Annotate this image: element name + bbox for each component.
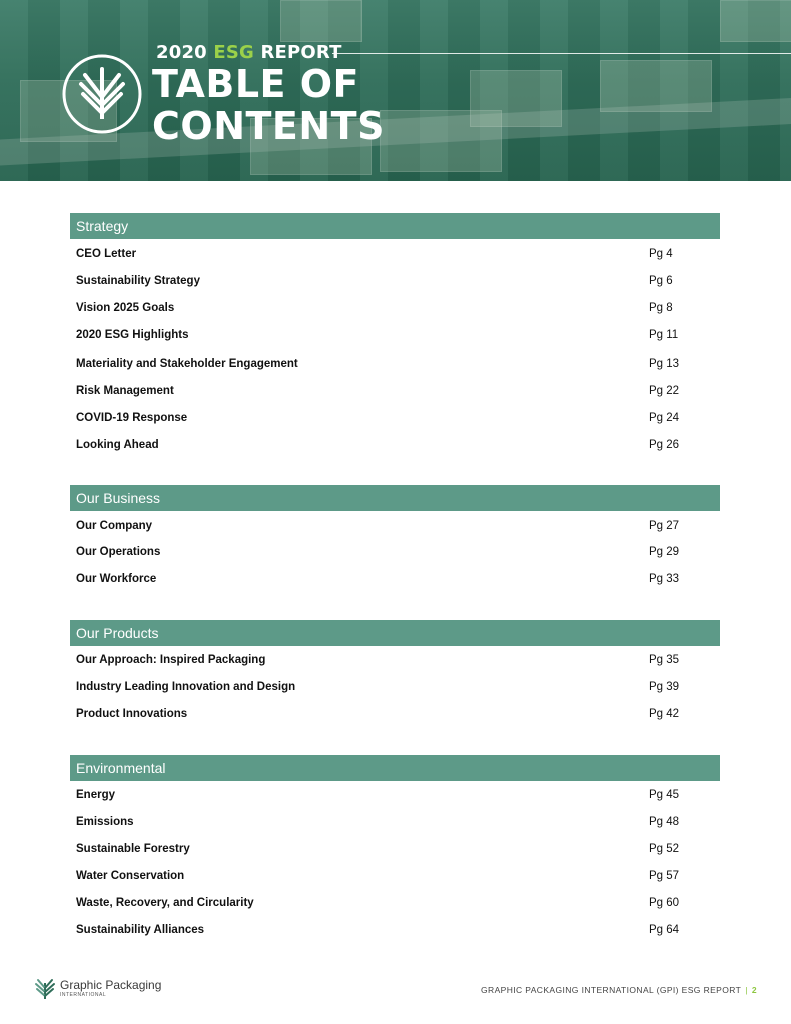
toc-entry-title: Waste, Recovery, and Circularity [76, 897, 254, 909]
toc-entry-page: Pg 6 [649, 275, 673, 287]
toc-entry-page: Pg 24 [649, 412, 680, 424]
page-number: 2 [751, 985, 757, 995]
toc-entry[interactable] [76, 651, 696, 669]
toc-entry[interactable] [76, 543, 696, 561]
footer-separator: | [745, 985, 748, 995]
toc-entry-title: CEO Letter [76, 248, 137, 260]
toc-entry-title: Our Operations [76, 546, 161, 558]
toc-entry-title: Energy [76, 789, 115, 801]
toc-entry-page: Pg 48 [649, 816, 680, 828]
toc-entry-title: Our Workforce [76, 573, 157, 585]
background-box [720, 0, 791, 42]
toc-entry-page: Pg 52 [649, 843, 680, 855]
toc-entry-page: Pg 26 [649, 439, 680, 451]
toc-entry[interactable] [76, 272, 696, 290]
toc-entry-page: Pg 4 [649, 248, 673, 260]
toc-entry[interactable] [76, 813, 696, 831]
report-word: REPORT [260, 42, 342, 63]
toc-entry[interactable] [76, 517, 696, 535]
section-header-strategy: Strategy [70, 213, 720, 239]
footer-brand: Graphic Packaging [60, 978, 162, 992]
header-rule [332, 53, 791, 54]
toc-entry-title: Vision 2025 Goals [76, 302, 175, 314]
toc-entry-title: Sustainable Forestry [76, 843, 190, 855]
toc-entry-title: Our Company [76, 520, 153, 532]
toc-entry-page: Pg 35 [649, 654, 680, 666]
toc-entry[interactable] [76, 867, 696, 885]
section-header-our-business: Our Business [70, 485, 720, 511]
page-title-line-1: TABLE OF [152, 62, 360, 106]
header-banner [0, 0, 791, 181]
background-box [280, 0, 362, 42]
toc-entry-page: Pg 22 [649, 385, 680, 397]
toc-entry[interactable] [76, 355, 696, 373]
toc-entry-page: Pg 39 [649, 681, 680, 693]
toc-entry-title: 2020 ESG Highlights [76, 329, 189, 341]
toc-entry-title: Product Innovations [76, 708, 188, 720]
toc-entry-page: Pg 45 [649, 789, 680, 801]
toc-entry-page: Pg 29 [649, 546, 680, 558]
toc-entry-title: Sustainability Alliances [76, 924, 205, 936]
toc-entry-title: Sustainability Strategy [76, 275, 200, 287]
toc-entry[interactable] [76, 245, 696, 263]
toc-entry[interactable] [76, 409, 696, 427]
toc-entry[interactable] [76, 678, 696, 696]
toc-entry-title: Looking Ahead [76, 439, 159, 451]
toc-entry-page: Pg 33 [649, 573, 680, 585]
toc-entry-title: Water Conservation [76, 870, 185, 882]
footer-title: GRAPHIC PACKAGING INTERNATIONAL (GPI) ESG REPORT [481, 985, 742, 995]
report-label [156, 42, 342, 63]
toc-entry[interactable] [76, 299, 696, 317]
toc-entry-page: Pg 11 [649, 329, 679, 341]
toc-entry[interactable] [76, 840, 696, 858]
section-header-environmental: Environmental [70, 755, 720, 781]
toc-entry[interactable] [76, 786, 696, 804]
toc-entry[interactable] [76, 705, 696, 723]
toc-entry[interactable] [76, 921, 696, 939]
toc-entry[interactable] [76, 570, 696, 588]
toc-entry[interactable] [76, 894, 696, 912]
section-header-our-products: Our Products [70, 620, 720, 646]
toc-entry-title: Our Approach: Inspired Packaging [76, 654, 266, 666]
toc-entry-title: Emissions [76, 816, 134, 828]
toc-entry-page: Pg 8 [649, 302, 673, 314]
gpi-footer-logo-icon [33, 977, 57, 1001]
toc-entry-page: Pg 42 [649, 708, 680, 720]
toc-entry-title: COVID-19 Response [76, 412, 188, 424]
toc-entry-page: Pg 27 [649, 520, 680, 532]
toc-entry[interactable] [76, 326, 696, 344]
report-esg: ESG [213, 42, 255, 63]
gpi-leaf-logo-icon [61, 53, 143, 135]
toc-entry[interactable] [76, 436, 696, 454]
page-title-line-2: CONTENTS [152, 104, 385, 148]
toc-entry-page: Pg 64 [649, 924, 680, 936]
toc-entry-page: Pg 13 [649, 358, 680, 370]
footer-running-title [481, 985, 757, 995]
toc-entry-page: Pg 60 [649, 897, 680, 909]
footer-brand-sub: INTERNATIONAL [60, 992, 107, 998]
toc-entry-title: Industry Leading Innovation and Design [76, 681, 296, 693]
toc-entry[interactable] [76, 382, 696, 400]
report-year: 2020 [156, 42, 207, 63]
toc-entry-page: Pg 57 [649, 870, 680, 882]
toc-entry-title: Risk Management [76, 385, 174, 397]
toc-entry-title: Materiality and Stakeholder Engagement [76, 358, 298, 370]
